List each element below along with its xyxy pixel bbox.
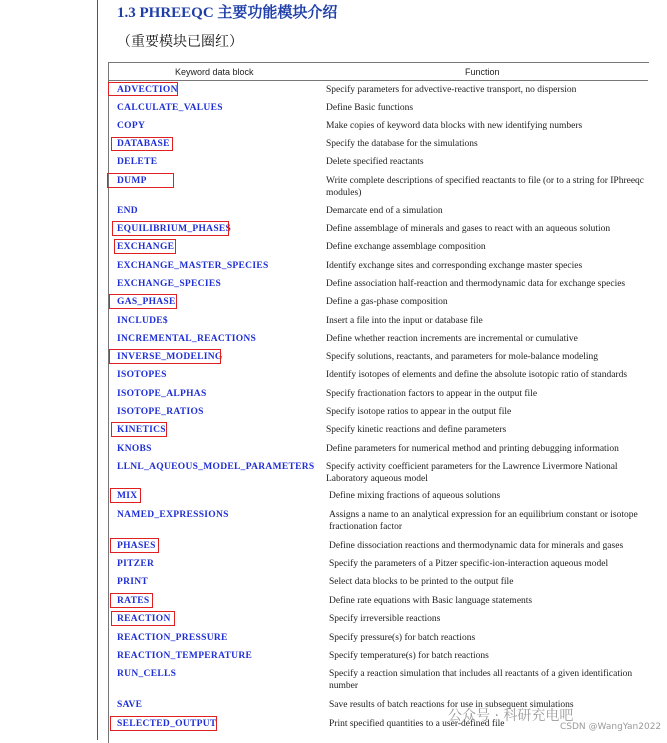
keyword-link[interactable]: MIX xyxy=(117,491,138,501)
keyword-link[interactable]: EXCHANGE xyxy=(117,242,175,252)
watermark: 公众号 · 科研充电吧 xyxy=(448,708,574,724)
keyword-link[interactable]: DUMP xyxy=(117,176,147,186)
function-description: Specify kinetic reactions and define parameters xyxy=(326,425,507,435)
function-description: Identify isotopes of elements and define the absolute isotopic ratio of standards xyxy=(326,370,628,380)
function-description: Specify pressure(s) for batch reactions xyxy=(329,633,476,643)
function-description: Print specified quantities to a user-defined file xyxy=(329,719,505,729)
function-description: Define mixing fractions of aqueous solutions xyxy=(329,491,501,501)
function-description: Define rate equations with Basic language statements xyxy=(329,596,533,606)
function-description: Define parameters for numerical method and printing debugging information xyxy=(326,444,619,454)
keyword-link[interactable]: SELECTED_OUTPUT xyxy=(117,719,217,729)
function-description: Specify temperature(s) for batch reactions xyxy=(329,651,489,661)
keyword-link[interactable]: KINETICS xyxy=(117,425,166,435)
function-description: Define dissociation reactions and thermodynamic data for minerals and gases xyxy=(329,541,624,551)
keyword-link[interactable]: GAS_PHASE xyxy=(117,297,176,307)
keyword-link[interactable]: EXCHANGE_SPECIES xyxy=(117,279,222,289)
page-left-margin-rule xyxy=(97,0,98,740)
function-description: Specify isotope ratios to appear in the output file xyxy=(326,407,512,417)
keyword-link[interactable]: RATES xyxy=(117,596,150,606)
function-description: Insert a file into the input or database file xyxy=(326,316,483,326)
keyword-link[interactable]: CALCULATE_VALUES xyxy=(117,103,223,113)
function-description: Write complete descriptions of specified reactants to file (or to a string for IPhreeqc modules) xyxy=(326,176,645,198)
function-description: Select data blocks to be printed to the output file xyxy=(329,577,514,587)
keyword-link[interactable]: INCLUDE$ xyxy=(117,316,168,326)
keyword-link[interactable]: DELETE xyxy=(117,157,158,167)
function-description: Define whether reaction increments are incremental or cumulative xyxy=(326,334,578,344)
keyword-link[interactable]: REACTION_PRESSURE xyxy=(117,633,228,643)
function-description: Demarcate end of a simulation xyxy=(326,206,443,216)
function-description: Assigns a name to an analytical expression for an equilibrium constant or isotope fractionation factor xyxy=(329,510,638,532)
keyword-link[interactable]: EXCHANGE_MASTER_SPECIES xyxy=(117,261,269,271)
function-description: Specify activity coefficient parameters for the Lawrence Livermore National Laboratory aqueous model xyxy=(326,462,618,484)
keyword-link[interactable]: ISOTOPE_RATIOS xyxy=(117,407,204,417)
function-description: Specify fractionation factors to appear in the output file xyxy=(326,389,538,399)
keyword-link[interactable]: PITZER xyxy=(117,559,155,569)
keyword-link[interactable]: NAMED_EXPRESSIONS xyxy=(117,510,229,520)
keyword-link[interactable]: SAVE xyxy=(117,700,143,710)
keyword-link[interactable]: ADVECTION xyxy=(117,85,178,95)
function-description: Define association half-reaction and thermodynamic data for exchange species xyxy=(326,279,626,289)
function-description: Define exchange assemblage composition xyxy=(326,242,486,252)
column-header-function: Function xyxy=(465,67,500,77)
keyword-link[interactable]: REACTION xyxy=(117,614,171,624)
function-description: Define Basic functions xyxy=(326,103,414,113)
section-note: （重要模块已圈红） xyxy=(117,35,243,50)
table-header-divider xyxy=(108,80,648,81)
function-description: Specify a reaction simulation that includes all reactants of a given identification number xyxy=(329,669,633,691)
watermark-sub: CSDN @WangYan2022 xyxy=(560,722,662,732)
keyword-link[interactable]: COPY xyxy=(117,121,146,131)
function-description: Define a gas-phase composition xyxy=(326,297,448,307)
keyword-link[interactable]: KNOBS xyxy=(117,444,152,454)
keyword-link[interactable]: REACTION_TEMPERATURE xyxy=(117,651,253,661)
function-description: Specify irreversible reactions xyxy=(329,614,441,624)
keyword-link[interactable]: PHASES xyxy=(117,541,156,551)
keyword-link[interactable]: RUN_CELLS xyxy=(117,669,177,679)
column-header-keyword: Keyword data block xyxy=(175,67,254,77)
function-description: Identify exchange sites and corresponding exchange master species xyxy=(326,261,583,271)
keyword-link[interactable]: INVERSE_MODELING xyxy=(117,352,223,362)
function-description: Specify the database for the simulations xyxy=(326,139,478,149)
keyword-link[interactable]: DATABASE xyxy=(117,139,170,149)
keyword-link[interactable]: ISOTOPES xyxy=(117,370,167,380)
keyword-link[interactable]: INCREMENTAL_REACTIONS xyxy=(117,334,257,344)
keyword-link[interactable]: ISOTOPE_ALPHAS xyxy=(117,389,207,399)
function-description: Specify the parameters of a Pitzer specific-ion-interaction aqueous model xyxy=(329,559,609,569)
function-description: Specify solutions, reactants, and parameters for mole-balance modeling xyxy=(326,352,598,362)
function-description: Save results of batch reactions for use in subsequent simulations xyxy=(329,700,574,710)
function-description: Delete specified reactants xyxy=(326,157,424,167)
function-description: Specify parameters for advective-reactive transport, no dispersion xyxy=(326,85,577,95)
keyword-link[interactable]: END xyxy=(117,206,138,216)
keyword-link[interactable]: EQUILIBRIUM_PHASES xyxy=(117,224,232,234)
section-title: 1.3 PHREEQC 主要功能模块介绍 xyxy=(117,5,338,21)
keyword-link[interactable]: PRINT xyxy=(117,577,149,587)
function-description: Make copies of keyword data blocks with new identifying numbers xyxy=(326,121,583,131)
keyword-link[interactable]: LLNL_AQUEOUS_MODEL_PARAMETERS xyxy=(117,462,315,472)
function-description: Define assemblage of minerals and gases to react with an aqueous solution xyxy=(326,224,611,234)
